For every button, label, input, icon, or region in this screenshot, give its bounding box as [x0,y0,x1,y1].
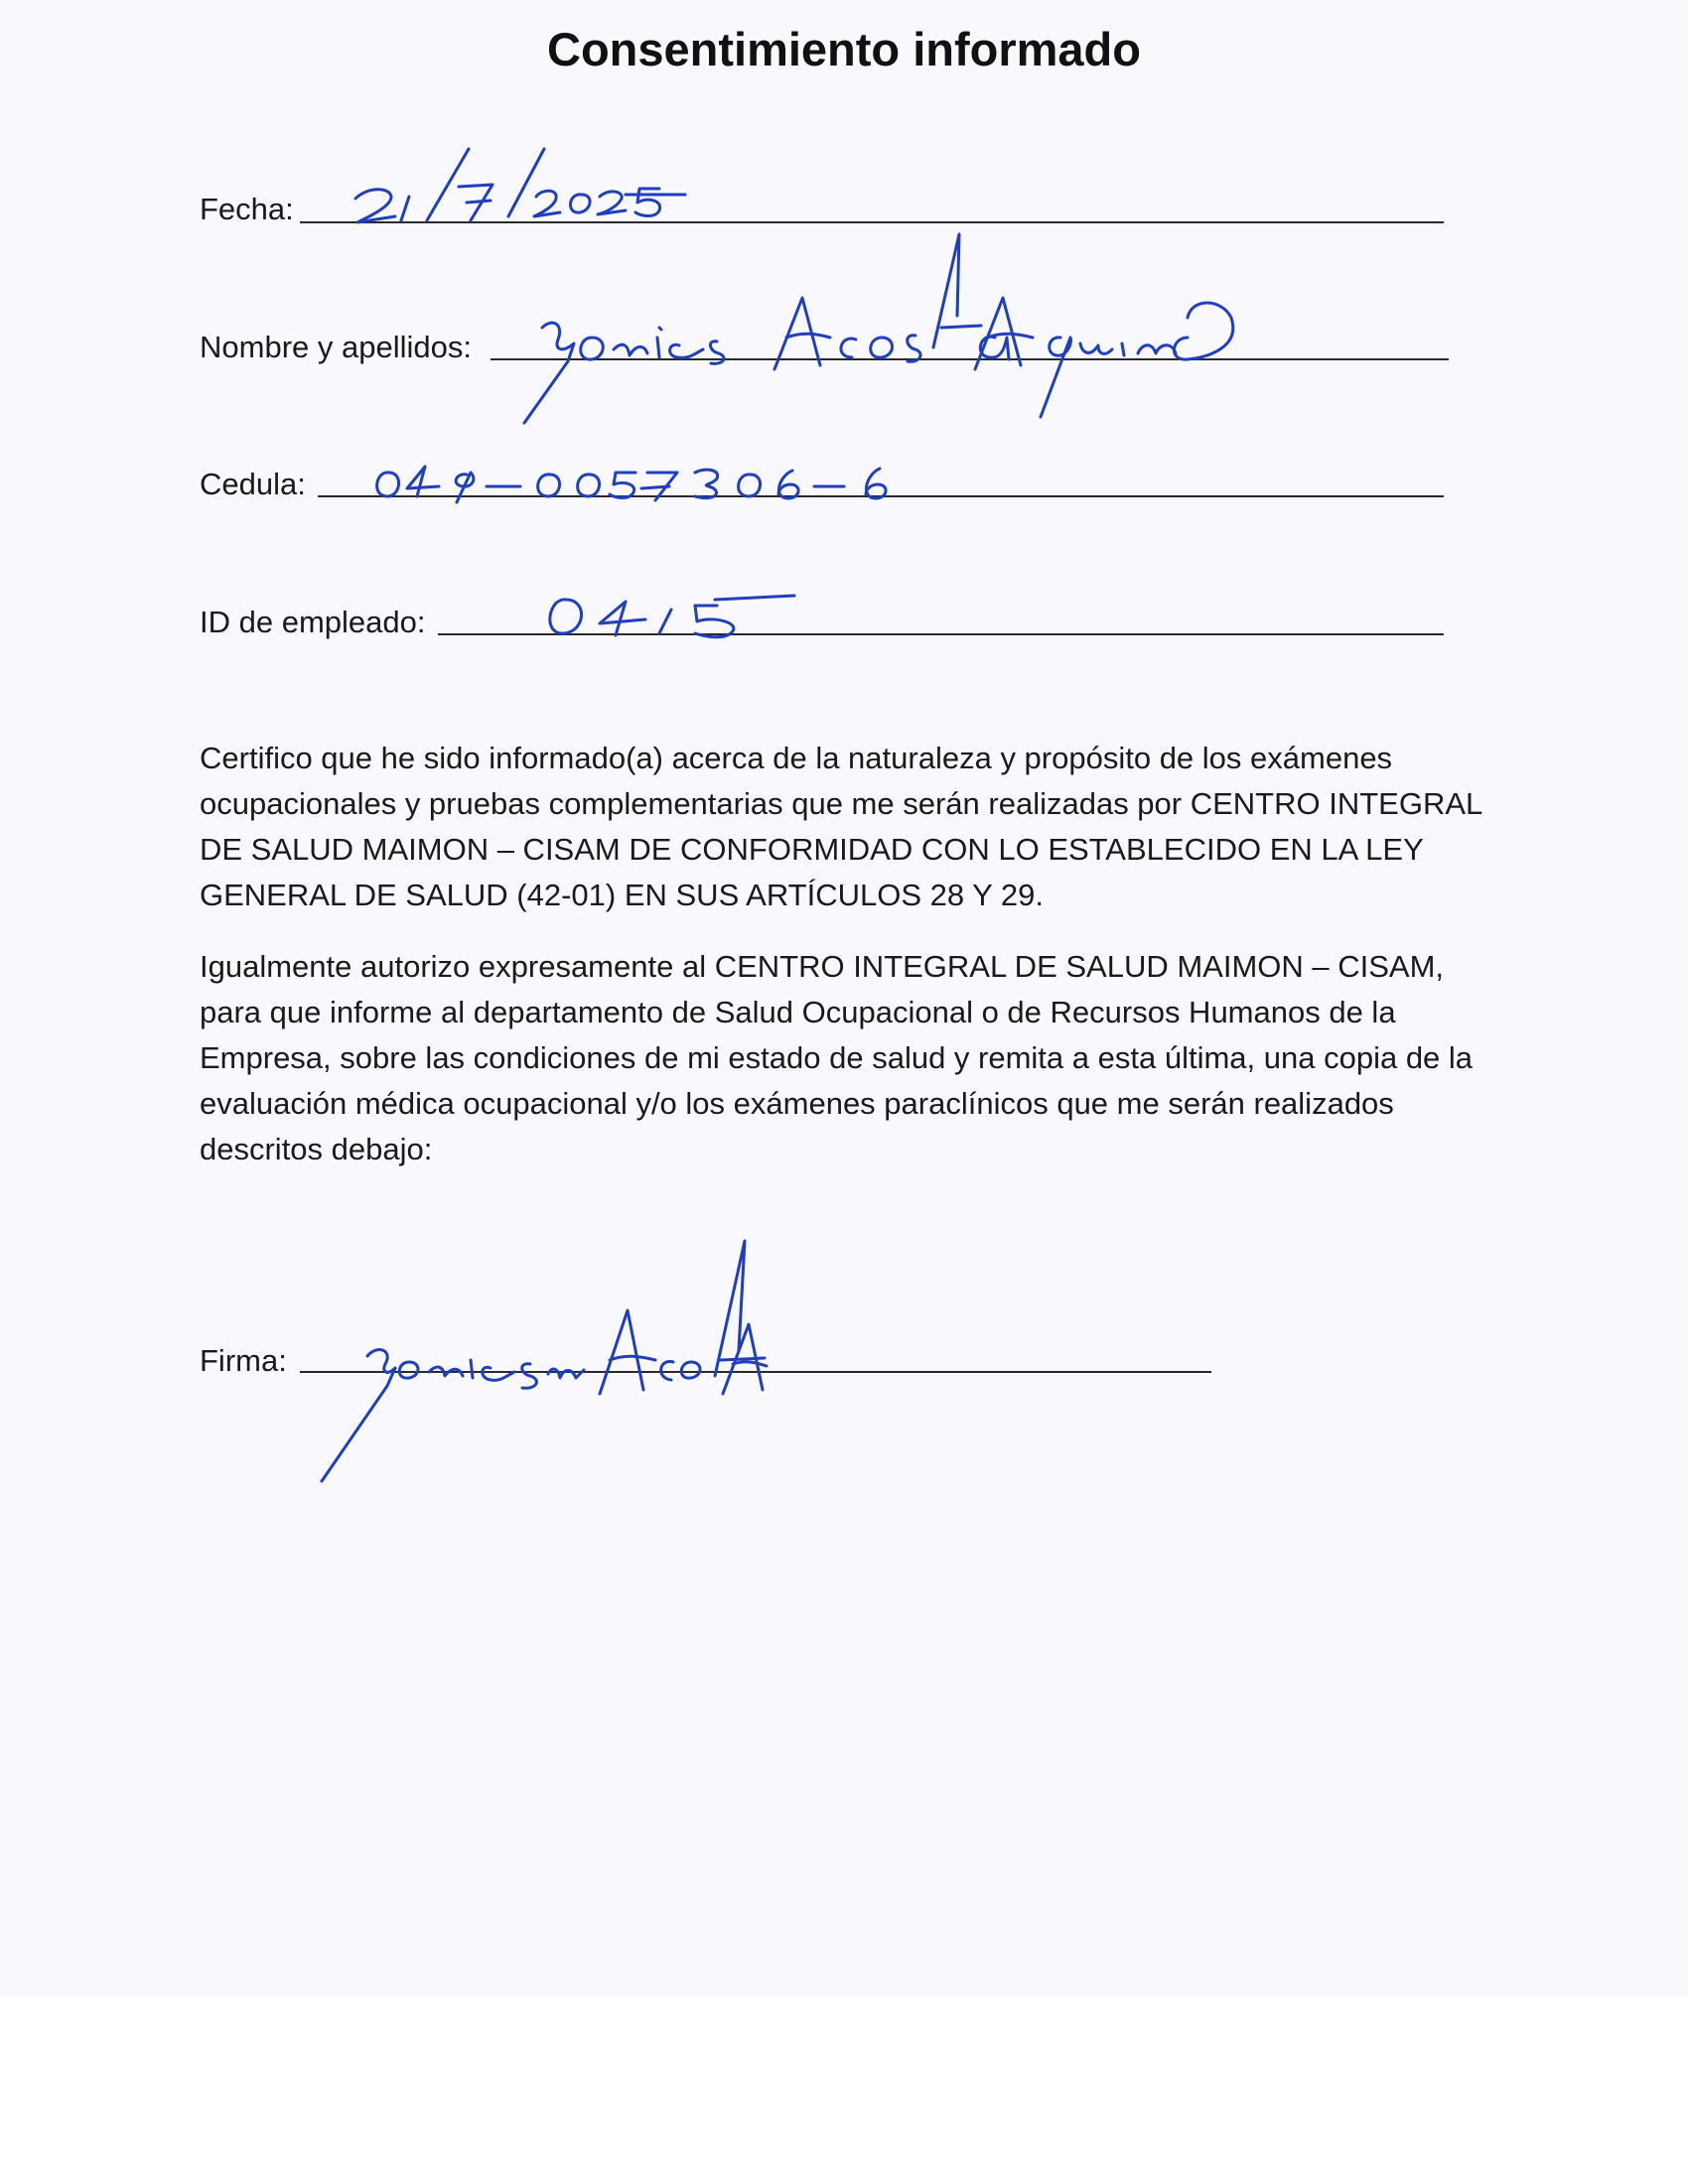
firma-line [300,1371,1211,1373]
fecha-line [300,221,1444,223]
page-title: Consentimiento informado [547,23,1141,75]
consent-paragraph-2: Igualmente autorizo expresamente al CENTRO INTEGRAL DE SALUD MAIMON – CISAM, para que informe al departamento de Salud Ocupacional o de Recursos Humanos de la Empresa, sobre las condiciones de mi estado de salud y remita a esta última, una copia de la evaluación médica ocupacional y/o los exámenes paraclínicos que me serán realizados descritos debajo: [200,949,1474,1166]
firma-label: Firma: [200,1343,287,1378]
cedula-line [318,495,1444,497]
consent-paragraph-1: Certifico que he sido informado(a) acerca de la naturaleza y propósito de los exámenes ocupacionales y pruebas complementarias que me serán realizadas por CENTRO INTEGRAL DE SALUD MAIMON – CISAM DE CONFORMIDAD CON LO ESTABLECIDO EN LA LEY GENERAL DE SALUD (42-01) EN SUS ARTÍCULOS 28 Y 29. [200,741,1482,912]
nombre-line [491,358,1449,360]
empleado-line [438,633,1444,635]
fecha-label: Fecha: [200,192,294,226]
empleado-label: ID de empleado: [200,605,426,639]
nombre-label: Nombre y apellidos: [200,330,472,364]
cedula-label: Cedula: [200,467,306,501]
